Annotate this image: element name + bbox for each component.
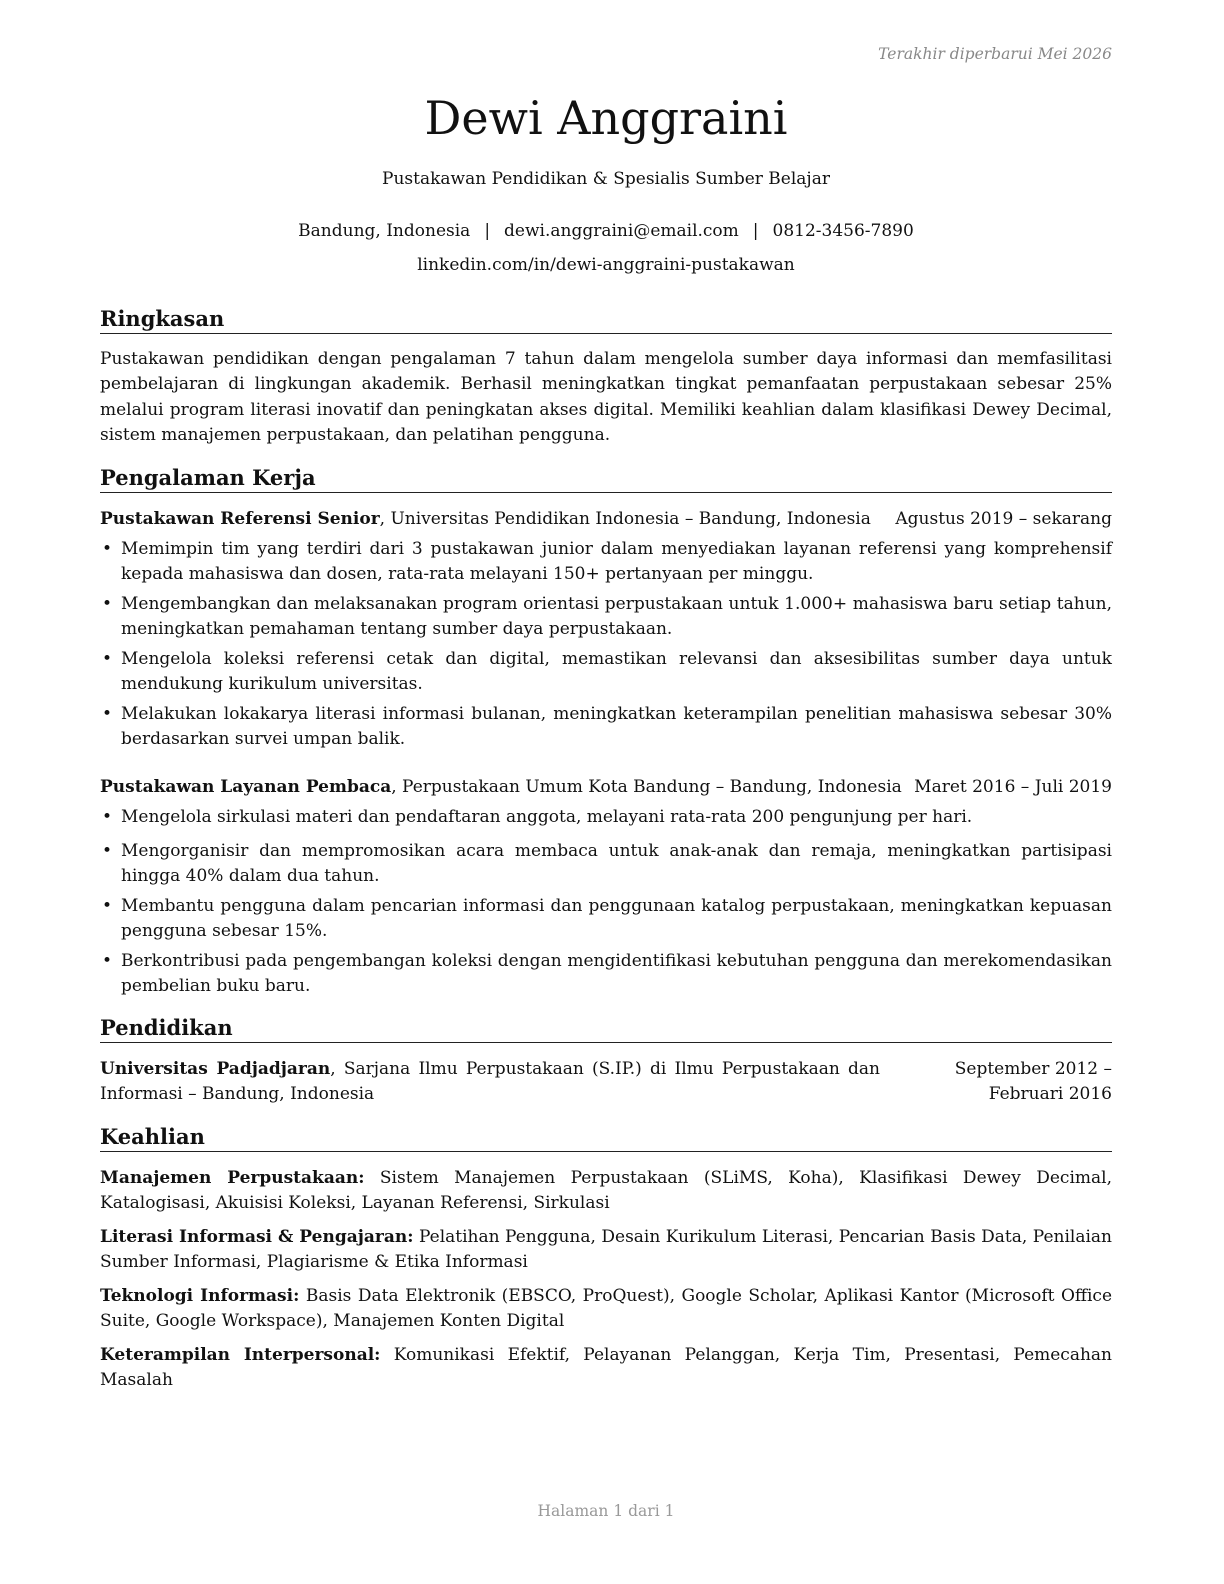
skill-text: Pelatihan Pengguna, Desain Kurikulum Literasi, Pencarian Basis Data, Penilaian Sumber Informasi, Plagiarisme & Etika Informasi: [100, 1227, 1112, 1272]
section-title-experience: Pengalaman Kerja: [100, 464, 1112, 493]
list-item: • Mengembangkan dan melaksanakan program orientasi perpustakaan untuk 1.000+ mahasiswa baru setiap tahun, meningkatkan pemahaman tentang sumber daya perpustakaan.: [100, 592, 1112, 642]
summary-text: Pustakawan pendidikan dengan pengalaman 7 tahun dalam mengelola sumber daya informasi dan memfasilitasi pembelajaran di lingkungan akademik. Berhasil meningkatkan tingkat pemanfaatan perpustakaan sebesar 25% melalui program literasi inovatif dan peningkatan akses digital. Memiliki keahlian dalam klasifikasi Dewey Decimal, sistem manajemen perpustakaan, dan pelatihan pengguna.: [100, 349, 1112, 445]
job-role: Pustakawan Layanan Pembaca: [100, 777, 392, 797]
list-item: • Memimpin tim yang terdiri dari 3 pustakawan junior dalam menyediakan layanan referensi yang komprehensif kepada mahasiswa dan dosen, rata-rata melayani 150+ pertanyaan per minggu.: [100, 537, 1112, 587]
contact-separator: |: [752, 221, 759, 241]
candidate-tagline: Pustakawan Pendidikan & Spesialis Sumber Belajar: [382, 169, 830, 189]
contact-line: [100, 219, 1112, 243]
contact-separator: |: [484, 221, 491, 241]
skill-text: Komunikasi Efektif, Pelayanan Pelanggan, Kerja Tim, Presentasi, Pemecahan Masalah: [100, 1345, 1112, 1390]
section-title-summary: Ringkasan: [100, 305, 1112, 334]
job-bullet-list: [100, 805, 1112, 1004]
list-item: • Mengelola koleksi referensi cetak dan digital, memastikan relevansi dan aksesibilitas sumber daya untuk mendukung kurikulum universitas.: [100, 647, 1112, 697]
job-header: [100, 775, 1112, 800]
job-dates: Agustus 2019 – sekarang: [895, 509, 1112, 529]
linkedin-link[interactable]: linkedin.com/in/dewi-anggraini-pustakawan: [417, 255, 795, 275]
skill-group: [100, 1166, 1112, 1216]
list-item: • Berkontribusi pada pengembangan koleksi dengan mengidentifikasi kebutuhan pengguna dan merekomendasikan pembelian buku baru.: [100, 949, 1112, 999]
list-item: • Mengorganisir dan mempromosikan acara membaca untuk anak-anak dan remaja, meningkatkan partisipasi hingga 40% dalam dua tahun.: [100, 839, 1112, 889]
candidate-name: Dewi Anggraini: [424, 91, 788, 145]
contact-email[interactable]: dewi.anggraini@email.com: [504, 221, 739, 241]
skill-label: Teknologi Informasi:: [100, 1286, 300, 1306]
skill-label: Keterampilan Interpersonal:: [100, 1345, 381, 1365]
skill-group: [100, 1225, 1112, 1275]
skill-group: [100, 1343, 1112, 1393]
contact-location: Bandung, Indonesia: [298, 221, 471, 241]
skill-text: Basis Data Elektronik (EBSCO, ProQuest), Google Scholar, Aplikasi Kantor (Microsoft Office Suite, Google Workspace), Manajemen Konten Digital: [100, 1286, 1113, 1331]
list-item: • Membantu pengguna dalam pencarian informasi dan penggunaan katalog perpustakaan, meningkatkan kepuasan pengguna sebesar 15%.: [100, 894, 1112, 944]
section-title-education: Pendidikan: [100, 1014, 1112, 1043]
page-number-footer: Halaman 1 dari 1: [537, 1502, 675, 1520]
job-bullet-list: [100, 537, 1112, 757]
job-role: Pustakawan Referensi Senior: [100, 509, 380, 529]
skill-label: Literasi Informasi & Pengajaran:: [100, 1227, 414, 1247]
section-title-skills: Keahlian: [100, 1123, 1112, 1152]
education-detail: [100, 1057, 880, 1107]
education-school: Universitas Padjadjaran: [100, 1059, 331, 1079]
education-degree: , Sarjana Ilmu Perpustakaan (S.IP.) di Ilmu Perpustakaan dan Informasi – Bandung, Indonesia: [100, 1059, 881, 1104]
contact-phone: 0812-3456-7890: [772, 221, 914, 241]
list-item: • Mengelola sirkulasi materi dan pendaftaran anggota, melayani rata-rata 200 pengunjung per hari.: [100, 805, 1112, 830]
job-header: [100, 507, 1112, 532]
job-organization: , Universitas Pendidikan Indonesia – Bandung, Indonesia: [379, 509, 871, 529]
skill-label: Manajemen Perpustakaan:: [100, 1168, 365, 1188]
list-item: • Melakukan lokakarya literasi informasi bulanan, meningkatkan keterampilan penelitian mahasiswa sebesar 30% berdasarkan survei umpan balik.: [100, 702, 1112, 752]
resume-page: [100, 0, 1112, 1584]
job-organization: , Perpustakaan Umum Kota Bandung – Bandung, Indonesia: [391, 777, 902, 797]
last-updated-note: Terakhir diperbarui Mei 2026: [878, 45, 1112, 63]
education-entry: [100, 1057, 1112, 1107]
education-dates: September 2012 – Februari 2016: [954, 1059, 1112, 1104]
skill-group: [100, 1284, 1112, 1334]
skill-text: Sistem Manajemen Perpustakaan (SLiMS, Koha), Klasifikasi Dewey Decimal, Katalogisasi, Akuisisi Koleksi, Layanan Referensi, Sirkulasi: [100, 1168, 1112, 1213]
job-dates: Maret 2016 – Juli 2019: [914, 777, 1112, 797]
